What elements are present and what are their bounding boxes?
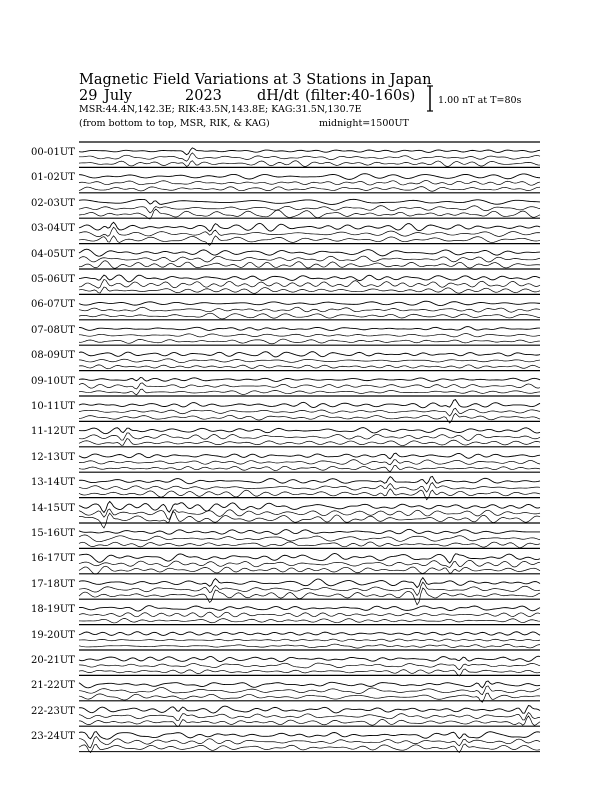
kag-trace bbox=[79, 249, 540, 256]
rik-trace bbox=[79, 279, 540, 288]
msr-trace bbox=[79, 542, 540, 548]
rik-trace bbox=[79, 639, 540, 641]
kag-trace bbox=[79, 578, 540, 588]
kag-trace bbox=[79, 529, 540, 534]
kag-trace bbox=[79, 428, 540, 434]
rik-trace bbox=[79, 712, 540, 720]
hour-label: 08-09UT bbox=[31, 350, 75, 362]
chart-title: Magnetic Field Variations at 3 Stations in Japan bbox=[79, 72, 432, 88]
hour-label: 03-04UT bbox=[31, 223, 75, 235]
rik-trace bbox=[79, 334, 540, 337]
kag-trace bbox=[79, 275, 540, 282]
date-day: 29 bbox=[79, 88, 98, 104]
date-month: July bbox=[104, 88, 132, 104]
rik-trace bbox=[79, 307, 540, 312]
hour-label: 06-07UT bbox=[31, 299, 75, 311]
msr-trace bbox=[79, 566, 540, 574]
kag-trace bbox=[79, 453, 540, 459]
rik-trace bbox=[79, 180, 540, 185]
kag-trace bbox=[79, 301, 540, 305]
hour-label: 16-17UT bbox=[31, 553, 75, 565]
hour-label: 01-02UT bbox=[31, 172, 75, 184]
filter-label: (filter:40-160s) bbox=[305, 88, 416, 104]
msr-trace bbox=[79, 466, 540, 472]
msr-trace bbox=[79, 511, 540, 528]
hour-label: 09-10UT bbox=[31, 375, 75, 387]
msr-trace bbox=[79, 161, 540, 167]
rik-trace bbox=[79, 153, 540, 161]
rik-trace bbox=[79, 509, 540, 520]
quantity-label: dH/dt bbox=[257, 88, 299, 104]
rik-trace bbox=[79, 612, 540, 617]
hour-label: 15-16UT bbox=[31, 528, 75, 539]
kag-trace bbox=[79, 706, 540, 714]
hour-label: 23-24UT bbox=[31, 731, 75, 743]
hour-label: 22-23UT bbox=[31, 705, 75, 717]
msr-trace bbox=[79, 365, 540, 369]
kag-trace bbox=[79, 606, 540, 611]
kag-trace bbox=[79, 199, 540, 204]
rik-trace bbox=[79, 663, 540, 670]
rik-trace bbox=[79, 460, 540, 465]
hour-label: 05-06UT bbox=[31, 274, 75, 285]
kag-trace bbox=[79, 553, 540, 563]
order-note: (from bottom to top, MSR, RIK, & KAG) bbox=[79, 118, 270, 129]
kag-trace bbox=[79, 400, 540, 408]
kag-trace bbox=[79, 656, 540, 661]
hour-label: 18-19UT bbox=[31, 604, 75, 616]
rik-trace bbox=[79, 383, 540, 389]
hour-label: 02-03UT bbox=[31, 197, 75, 209]
msr-trace bbox=[79, 187, 540, 192]
msr-trace bbox=[79, 261, 540, 269]
rik-trace bbox=[79, 686, 540, 695]
date-year: 2023 bbox=[185, 88, 222, 104]
kag-trace bbox=[79, 632, 540, 636]
kag-trace bbox=[79, 377, 540, 381]
rik-trace bbox=[79, 483, 540, 493]
midnight-note: midnight=1500UT bbox=[319, 118, 409, 129]
hour-label: 10-11UT bbox=[31, 401, 75, 412]
rik-trace bbox=[79, 408, 540, 416]
msr-trace bbox=[79, 619, 540, 623]
msr-trace bbox=[79, 389, 540, 395]
hour-label: 19-20UT bbox=[31, 629, 75, 641]
hour-label: 04-05UT bbox=[31, 248, 75, 260]
rik-trace bbox=[79, 256, 540, 262]
kag-trace bbox=[79, 327, 540, 331]
hour-label: 20-21UT bbox=[31, 655, 75, 666]
hour-label: 17-18UT bbox=[31, 578, 75, 590]
msr-trace bbox=[79, 313, 540, 319]
msr-trace bbox=[79, 644, 540, 648]
rik-trace bbox=[79, 535, 540, 542]
hour-label: 00-01UT bbox=[31, 147, 75, 158]
hour-label: 14-15UT bbox=[31, 502, 75, 514]
kag-trace bbox=[79, 501, 540, 512]
msr-trace bbox=[79, 716, 540, 727]
rik-trace bbox=[79, 433, 540, 440]
hour-label: 07-08UT bbox=[31, 324, 75, 336]
rik-trace bbox=[79, 560, 540, 567]
kag-trace bbox=[79, 222, 540, 231]
msr-trace bbox=[79, 287, 540, 293]
hour-label: 12-13UT bbox=[31, 451, 75, 463]
stations-info: MSR:44.4N,142.3E; RIK:43.5N,143.8E; KAG:31.5N,130.7E bbox=[79, 104, 362, 115]
kag-trace bbox=[79, 352, 540, 357]
kag-trace bbox=[79, 174, 540, 180]
msr-trace bbox=[79, 339, 540, 344]
hour-label: 11-12UT bbox=[31, 426, 75, 438]
kag-trace bbox=[79, 148, 540, 155]
scale-bar-label: 1.00 nT at T=80s bbox=[438, 95, 522, 106]
rik-trace bbox=[79, 359, 540, 363]
msr-trace bbox=[79, 588, 540, 605]
kag-trace bbox=[79, 681, 540, 688]
kag-trace bbox=[79, 476, 540, 483]
hour-label: 21-22UT bbox=[31, 680, 75, 692]
hour-label: 13-14UT bbox=[31, 477, 75, 489]
kag-trace bbox=[79, 732, 540, 740]
